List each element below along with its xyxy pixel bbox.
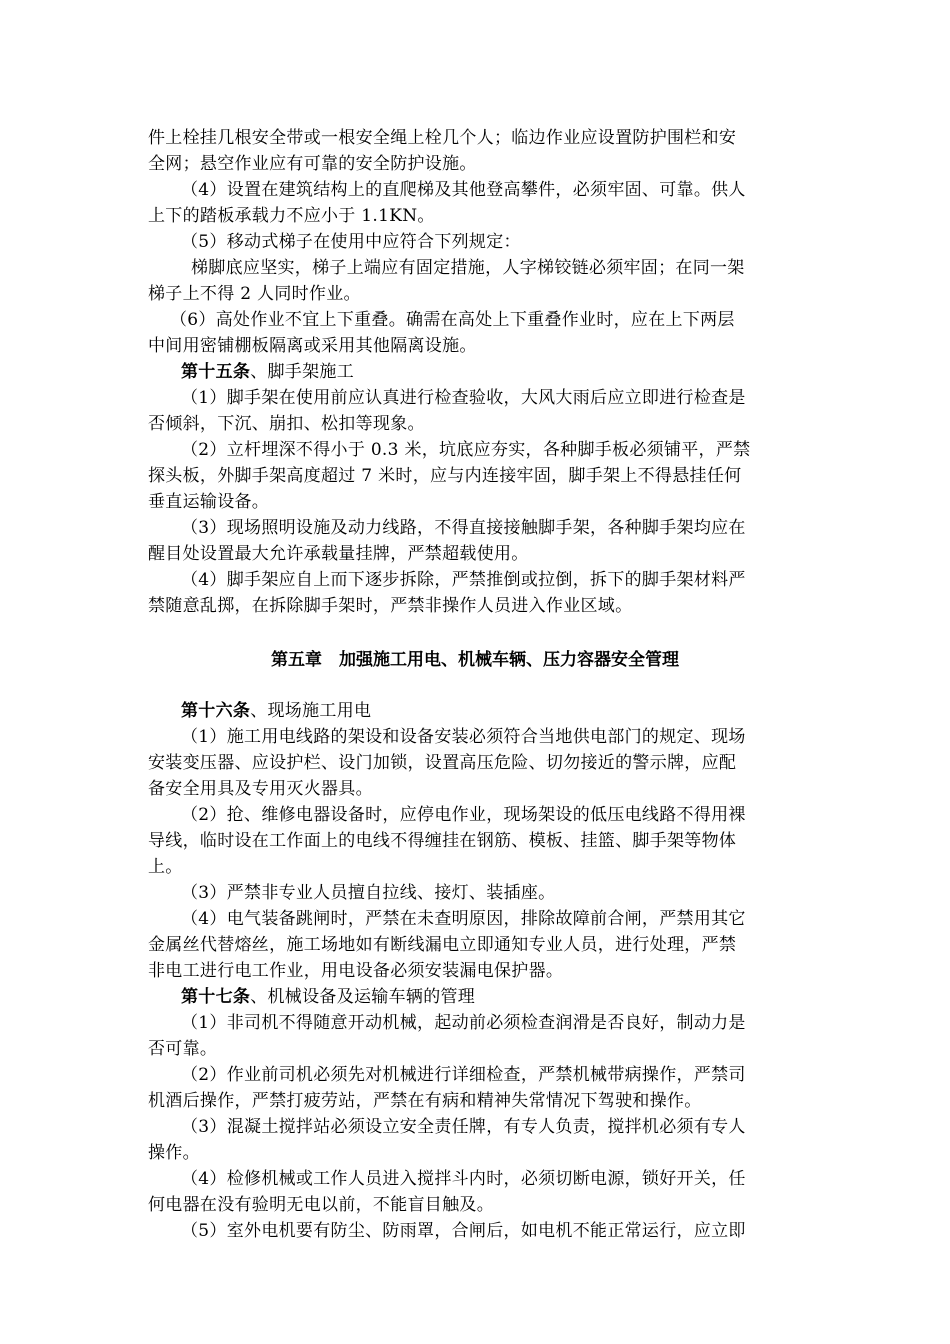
text-line: 机酒后操作，严禁打疲劳站，严禁在有病和精神失常情况下驾驶和操作。 [148, 1091, 702, 1111]
text-line: （6）高处作业不宜上下重叠。确需在高处上下重叠作业时，应在上下两层 [170, 310, 735, 330]
text-line: （1）非司机不得随意开动机械，起动前必须检查润滑是否良好，制动力是 [181, 1013, 746, 1033]
text-line: 备安全用具及专用灭火器具。 [148, 779, 373, 799]
text-line: （4）电气装备跳闸时，严禁在未查明原因，排除故障前合闸，严禁用其它 [181, 909, 746, 929]
article-16-title: 、现场施工用电 [250, 701, 372, 721]
text-line: 非电工进行电工作业，用电设备必须安装漏电保护器。 [148, 961, 564, 981]
text-line: （5）移动式梯子在使用中应符合下列规定： [181, 232, 521, 252]
text-line: 上。 [148, 857, 183, 877]
article-17-heading [181, 984, 475, 1010]
text-line: （2）立杆埋深不得小于 0.3 米，坑底应夯实，各种脚手板必须铺平，严禁 [181, 440, 751, 460]
article-16-heading [181, 698, 371, 724]
text-line: （4）设置在建筑结构上的直爬梯及其他登高攀件，必须牢固、可靠。供人 [181, 180, 746, 200]
text-line: （2）抢、维修电器设备时，应停电作业，现场架设的低压电线路不得用裸 [181, 805, 746, 825]
article-17-title: 、机械设备及运输车辆的管理 [250, 987, 476, 1007]
text-line: 全网；悬空作业应有可靠的安全防护设施。 [148, 154, 477, 174]
text-line: 件上栓挂几根安全带或一根安全绳上栓几个人；临边作业应设置防护围栏和安 [148, 128, 737, 148]
text-line: 导线，临时设在工作面上的电线不得缠挂在钢筋、模板、挂篮、脚手架等物体 [148, 831, 737, 851]
text-line: （3）严禁非专业人员擅自拉线、接灯、装插座。 [181, 883, 556, 903]
text-line: 梯脚底应坚实，梯子上端应有固定措施，人字梯铰链必须牢固；在同一架 [191, 258, 745, 278]
article-15-title: 、脚手架施工 [250, 362, 355, 382]
text-line: （3）混凝土搅拌站必须设立安全责任牌，有专人负责，搅拌机必须有专人 [181, 1117, 746, 1137]
text-line: 探头板，外脚手架高度超过 7 米时，应与内连接牢固，脚手架上不得悬挂任何 [148, 466, 742, 486]
text-line: 上下的踏板承载力不应小于 1.1KN。 [148, 206, 435, 226]
text-line: 中间用密铺棚板隔离或采用其他隔离设施。 [148, 336, 477, 356]
text-line: （1）脚手架在使用前应认真进行检查验收，大风大雨后应立即进行检查是 [181, 388, 746, 408]
text-line: （2）作业前司机必须先对机械进行详细检查，严禁机械带病操作，严禁司 [181, 1065, 746, 1085]
text-line: （3）现场照明设施及动力线路，不得直接接触脚手架，各种脚手架均应在 [181, 518, 746, 538]
text-line: 垂直运输设备。 [148, 492, 270, 512]
chapter-title: 第五章 加强施工用电、机械车辆、压力容器安全管理 [271, 650, 679, 670]
article-15-number: 第十五条 [181, 362, 251, 382]
text-line: 醒目处设置最大允许承载量挂牌，严禁超载使用。 [148, 544, 529, 564]
text-line: 何电器在没有验明无电以前，不能盲目触及。 [148, 1195, 494, 1215]
text-line: 操作。 [148, 1143, 200, 1163]
text-line: （4）脚手架应自上而下逐步拆除，严禁推倒或拉倒，拆下的脚手架材料严 [181, 570, 746, 590]
text-line: （4）检修机械或工作人员进入搅拌斗内时，必须切断电源，锁好开关，任 [181, 1169, 746, 1189]
article-15-heading [181, 359, 354, 385]
text-line: 梯子上不得 2 人同时作业。 [148, 284, 361, 304]
text-line: （5）室外电机要有防尘、防雨罩，合闸后，如电机不能正常运行，应立即 [181, 1221, 746, 1241]
text-line: 禁随意乱掷，在拆除脚手架时，严禁非操作人员进入作业区域。 [148, 596, 633, 616]
article-17-number: 第十七条 [181, 987, 251, 1007]
article-16-number: 第十六条 [181, 701, 251, 721]
text-line: 安装变压器、应设护栏、设门加锁，设置高压危险、切勿接近的警示牌，应配 [148, 753, 737, 773]
text-line: 金属丝代替熔丝，施工场地如有断线漏电立即通知专业人员，进行处理，严禁 [148, 935, 737, 955]
text-line: （1）施工用电线路的架设和设备安装必须符合当地供电部门的规定、现场 [181, 727, 746, 747]
text-line: 否可靠。 [148, 1039, 218, 1059]
text-line: 否倾斜，下沉、崩扣、松扣等现象。 [148, 414, 425, 434]
